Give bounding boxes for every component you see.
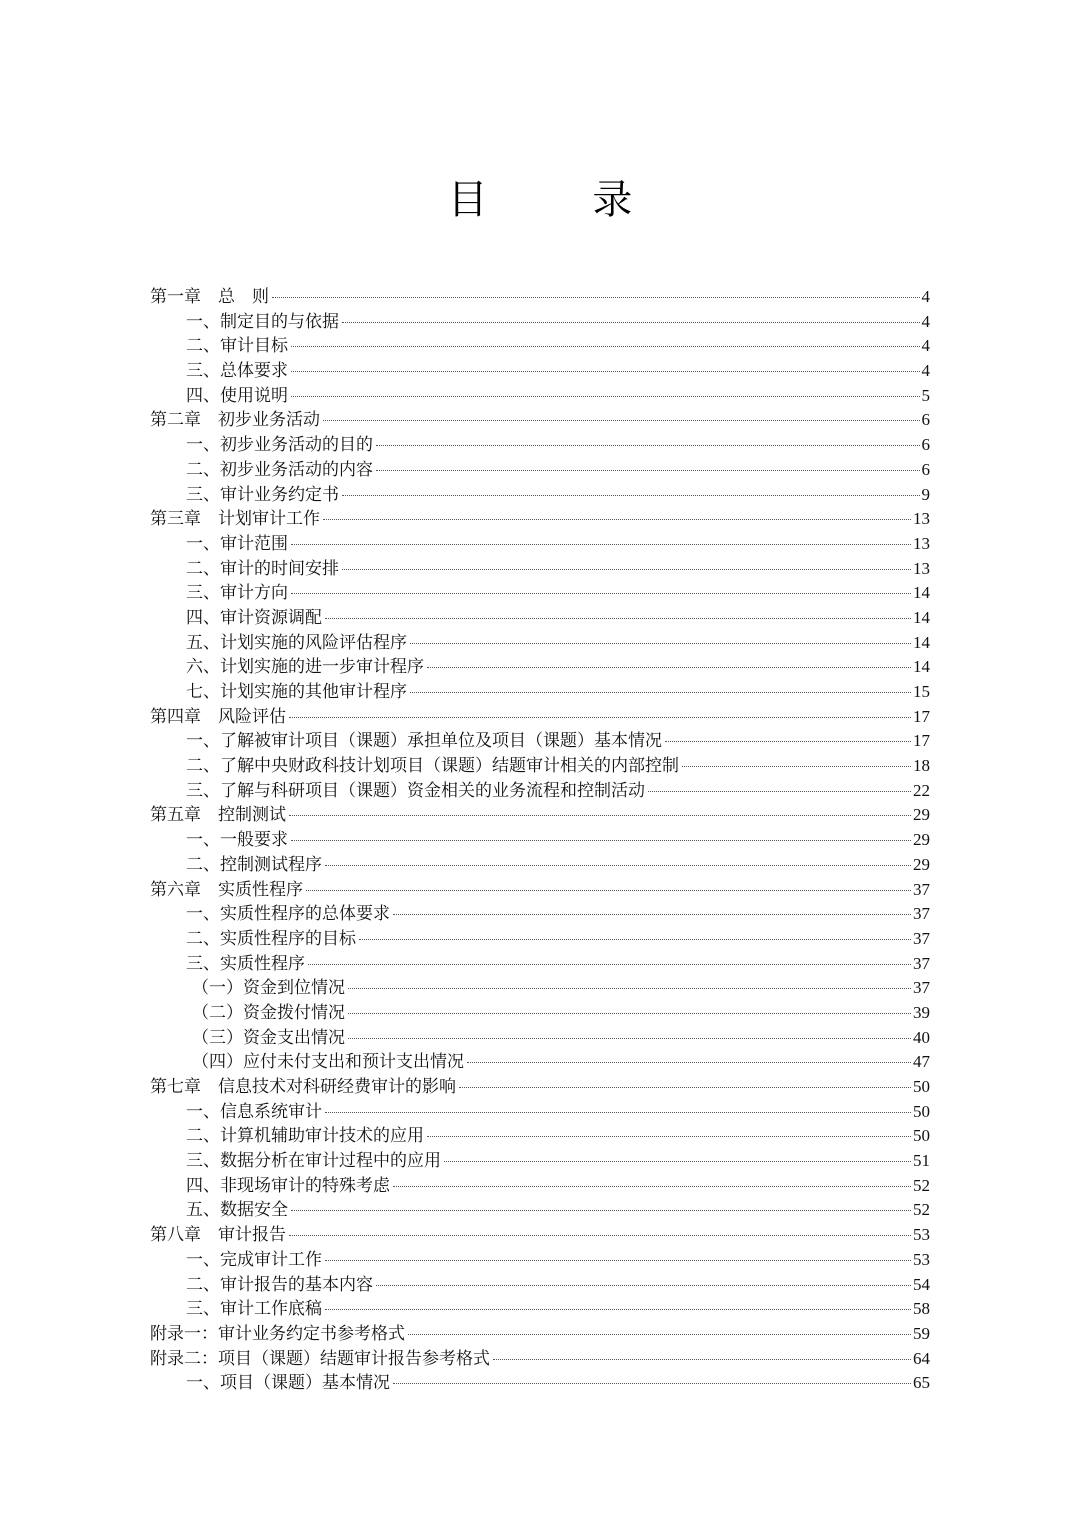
toc-entry-label: 第八章 审计报告 bbox=[150, 1225, 286, 1246]
toc-entry-label: 二、计算机辅助审计技术的应用 bbox=[186, 1126, 424, 1147]
toc-entry-label: 二、审计报告的基本内容 bbox=[186, 1274, 373, 1295]
toc-section-entry[interactable] bbox=[150, 1297, 930, 1322]
toc-dot-leader bbox=[291, 345, 920, 347]
toc-chapter-entry[interactable] bbox=[150, 408, 930, 433]
toc-page-number: 14 bbox=[913, 607, 930, 627]
toc-entry-label: 一、审计范围 bbox=[186, 533, 288, 554]
toc-dot-leader bbox=[376, 469, 920, 471]
toc-dot-leader bbox=[306, 889, 911, 891]
toc-page-number: 13 bbox=[913, 558, 930, 578]
toc-dot-leader bbox=[325, 1308, 911, 1310]
toc-entry-label: （一）资金到位情况 bbox=[192, 978, 345, 999]
toc-page-number: 37 bbox=[913, 978, 930, 998]
toc-section-entry[interactable] bbox=[150, 359, 930, 384]
toc-entry-label: 第七章 信息技术对科研经费审计的影响 bbox=[150, 1077, 456, 1097]
toc-chapter-entry[interactable] bbox=[150, 507, 930, 532]
toc-section-entry[interactable] bbox=[150, 1273, 930, 1298]
toc-section-entry[interactable] bbox=[150, 384, 930, 409]
toc-dot-leader bbox=[291, 543, 911, 545]
toc-section-entry[interactable] bbox=[150, 927, 930, 952]
toc-section-entry[interactable] bbox=[150, 729, 930, 754]
toc-entry-label: （三）资金支出情况 bbox=[192, 1027, 345, 1048]
toc-page-number: 54 bbox=[913, 1274, 930, 1294]
toc-section-entry[interactable] bbox=[150, 532, 930, 557]
toc-page-number: 50 bbox=[913, 1126, 930, 1146]
toc-dot-leader bbox=[325, 1111, 911, 1113]
toc-entry-label: 三、总体要求 bbox=[186, 361, 288, 382]
toc-entry-label: 一、信息系统审计 bbox=[186, 1101, 322, 1122]
toc-dot-leader bbox=[291, 395, 920, 397]
toc-entry-label: （二）资金拨付情况 bbox=[192, 1002, 345, 1023]
toc-chapter-entry[interactable] bbox=[150, 285, 930, 310]
toc-page-number: 37 bbox=[913, 879, 930, 899]
toc-page-number: 6 bbox=[921, 459, 930, 479]
toc-section-entry[interactable] bbox=[150, 754, 930, 779]
toc-section-entry[interactable] bbox=[150, 310, 930, 335]
toc-section-entry[interactable] bbox=[150, 655, 930, 680]
toc-page-number: 53 bbox=[913, 1225, 930, 1245]
toc-section-entry[interactable] bbox=[150, 902, 930, 927]
toc-dot-leader bbox=[289, 814, 911, 816]
toc-page-number: 13 bbox=[913, 509, 930, 529]
toc-entry-label: 一、了解被审计项目（课题）承担单位及项目（课题）基本情况 bbox=[186, 731, 662, 752]
page-title: 目 录 bbox=[447, 177, 679, 223]
toc-page-number: 52 bbox=[913, 1175, 930, 1195]
toc-entry-label: 第五章 控制测试 bbox=[150, 805, 286, 826]
toc-entry-label: 第三章 计划审计工作 bbox=[150, 509, 320, 530]
toc-section-entry[interactable] bbox=[150, 631, 930, 656]
toc-page-number: 6 bbox=[921, 410, 930, 430]
toc-dot-leader bbox=[323, 518, 911, 520]
toc-page-number: 59 bbox=[913, 1323, 930, 1343]
toc-section-entry[interactable] bbox=[150, 458, 930, 483]
table-of-contents bbox=[150, 285, 930, 1396]
toc-dot-leader bbox=[342, 568, 911, 570]
toc-dot-leader bbox=[291, 1209, 911, 1211]
toc-dot-leader bbox=[393, 1382, 911, 1384]
toc-entry-label: 二、审计的时间安排 bbox=[186, 558, 339, 579]
toc-dot-leader bbox=[376, 444, 920, 446]
toc-entry-label: 附录二：项目（课题）结题审计报告参考格式 bbox=[150, 1348, 490, 1369]
toc-entry-label: 一、完成审计工作 bbox=[186, 1249, 322, 1270]
toc-page-number: 50 bbox=[913, 1101, 930, 1121]
toc-page-number: 40 bbox=[913, 1027, 930, 1047]
toc-entry-label: （四）应付未付支出和预计支出情况 bbox=[192, 1052, 464, 1073]
toc-entry-label: 五、数据安全 bbox=[186, 1200, 288, 1221]
toc-entry-label: 二、了解中央财政科技计划项目（课题）结题审计相关的内部控制 bbox=[186, 756, 679, 777]
toc-entry-label: 五、计划实施的风险评估程序 bbox=[186, 632, 407, 653]
toc-page-number: 65 bbox=[913, 1373, 930, 1393]
toc-page-number: 29 bbox=[913, 830, 930, 850]
toc-page-number: 4 bbox=[921, 361, 930, 381]
toc-dot-leader bbox=[393, 1185, 911, 1187]
toc-section-entry[interactable] bbox=[150, 1174, 930, 1199]
toc-page-number: 64 bbox=[913, 1348, 930, 1368]
toc-chapter-entry[interactable] bbox=[150, 705, 930, 730]
toc-entry-label: 七、计划实施的其他审计程序 bbox=[186, 682, 407, 702]
toc-section-entry[interactable] bbox=[150, 1026, 930, 1051]
toc-entry-label: 第二章 初步业务活动 bbox=[150, 410, 320, 431]
toc-section-entry[interactable] bbox=[150, 976, 930, 1001]
toc-entry-label: 二、初步业务活动的内容 bbox=[186, 459, 373, 480]
toc-dot-leader bbox=[325, 1259, 911, 1261]
toc-section-entry[interactable] bbox=[150, 334, 930, 359]
toc-section-entry[interactable] bbox=[150, 853, 930, 878]
toc-entry-label: 三、审计工作底稿 bbox=[186, 1299, 322, 1320]
toc-section-entry[interactable] bbox=[150, 1371, 930, 1396]
toc-dot-leader bbox=[291, 839, 911, 841]
toc-dot-leader bbox=[348, 1037, 911, 1039]
toc-dot-leader bbox=[665, 740, 911, 742]
toc-section-entry[interactable] bbox=[150, 1001, 930, 1026]
toc-section-entry[interactable] bbox=[150, 581, 930, 606]
toc-page-number: 4 bbox=[921, 287, 930, 306]
toc-dot-leader bbox=[467, 1061, 911, 1063]
toc-entry-label: 四、非现场审计的特殊考虑 bbox=[186, 1175, 390, 1196]
toc-page-number: 22 bbox=[913, 780, 930, 800]
toc-dot-leader bbox=[291, 370, 920, 372]
toc-section-entry[interactable] bbox=[150, 1100, 930, 1125]
toc-entry-label: 一、制定目的与依据 bbox=[186, 311, 339, 332]
toc-entry-label: 第六章 实质性程序 bbox=[150, 879, 303, 900]
toc-page-number: 53 bbox=[913, 1249, 930, 1269]
toc-entry-label: 二、控制测试程序 bbox=[186, 854, 322, 875]
toc-dot-leader bbox=[682, 765, 911, 767]
toc-section-entry[interactable] bbox=[150, 1149, 930, 1174]
toc-dot-leader bbox=[289, 1234, 911, 1236]
toc-entry-label: 附录一：审计业务约定书参考格式 bbox=[150, 1323, 405, 1344]
toc-dot-leader bbox=[427, 1135, 911, 1137]
toc-page-number: 51 bbox=[913, 1151, 930, 1171]
toc-entry-label: 第四章 风险评估 bbox=[150, 706, 286, 727]
toc-dot-leader bbox=[393, 913, 911, 915]
toc-entry-label: 三、审计方向 bbox=[186, 583, 288, 604]
toc-dot-leader bbox=[648, 790, 911, 792]
toc-section-entry[interactable] bbox=[150, 433, 930, 458]
toc-page-number: 14 bbox=[913, 583, 930, 603]
toc-section-entry[interactable] bbox=[150, 1124, 930, 1149]
toc-page-number: 14 bbox=[913, 632, 930, 652]
toc-section-entry[interactable] bbox=[150, 1248, 930, 1273]
toc-dot-leader bbox=[427, 666, 911, 668]
toc-page-number: 4 bbox=[921, 336, 930, 356]
toc-page-number: 52 bbox=[913, 1200, 930, 1220]
toc-entry-label: 二、实质性程序的目标 bbox=[186, 928, 356, 949]
toc-entry-label: 三、审计业务约定书 bbox=[186, 484, 339, 505]
toc-dot-leader bbox=[289, 716, 911, 718]
toc-entry-label: 第一章 总 则 bbox=[150, 287, 269, 307]
toc-chapter-entry[interactable] bbox=[150, 1075, 930, 1100]
toc-dot-leader bbox=[291, 592, 911, 594]
toc-dot-leader bbox=[493, 1358, 911, 1360]
toc-section-entry[interactable] bbox=[150, 779, 930, 804]
toc-page-number: 39 bbox=[913, 1002, 930, 1022]
toc-page-number: 37 bbox=[913, 928, 930, 948]
toc-page-number: 37 bbox=[913, 953, 930, 973]
toc-page-number: 15 bbox=[913, 682, 930, 701]
toc-page-number: 37 bbox=[913, 904, 930, 924]
toc-entry-label: 四、审计资源调配 bbox=[186, 607, 322, 628]
toc-dot-leader bbox=[376, 1284, 911, 1286]
toc-page-number: 17 bbox=[913, 731, 930, 751]
toc-entry-label: 一、一般要求 bbox=[186, 830, 288, 851]
toc-dot-leader bbox=[359, 938, 911, 940]
toc-dot-leader bbox=[408, 1333, 911, 1335]
toc-entry-label: 三、数据分析在审计过程中的应用 bbox=[186, 1151, 441, 1172]
toc-entry-label: 一、初步业务活动的目的 bbox=[186, 435, 373, 456]
toc-entry-label: 三、了解与科研项目（课题）资金相关的业务流程和控制活动 bbox=[186, 780, 645, 801]
toc-section-entry[interactable] bbox=[150, 952, 930, 977]
toc-page-number: 5 bbox=[921, 385, 930, 405]
toc-entry-label: 三、实质性程序 bbox=[186, 953, 305, 974]
toc-chapter-entry[interactable] bbox=[150, 878, 930, 903]
toc-page-number: 18 bbox=[913, 756, 930, 776]
toc-dot-leader bbox=[308, 963, 911, 965]
toc-dot-leader bbox=[272, 296, 920, 298]
toc-dot-leader bbox=[348, 1012, 911, 1014]
toc-section-entry[interactable] bbox=[150, 1198, 930, 1223]
toc-dot-leader bbox=[444, 1160, 911, 1162]
toc-section-entry[interactable] bbox=[150, 828, 930, 853]
toc-dot-leader bbox=[410, 691, 911, 693]
toc-page-number: 4 bbox=[921, 311, 930, 331]
toc-dot-leader bbox=[459, 1086, 911, 1088]
toc-entry-label: 二、审计目标 bbox=[186, 336, 288, 357]
toc-entry-label: 四、使用说明 bbox=[186, 385, 288, 406]
toc-page-number: 29 bbox=[913, 805, 930, 825]
toc-page-number: 17 bbox=[913, 706, 930, 726]
toc-dot-leader bbox=[410, 642, 911, 644]
toc-page-number: 58 bbox=[913, 1299, 930, 1319]
toc-dot-leader bbox=[348, 987, 911, 989]
toc-page-number: 13 bbox=[913, 533, 930, 553]
toc-page-number: 50 bbox=[913, 1077, 930, 1096]
toc-section-entry[interactable] bbox=[150, 680, 930, 705]
toc-section-entry[interactable] bbox=[150, 1050, 930, 1075]
toc-chapter-entry[interactable] bbox=[150, 1347, 930, 1372]
toc-page-number: 6 bbox=[921, 435, 930, 455]
toc-entry-label: 一、实质性程序的总体要求 bbox=[186, 904, 390, 925]
toc-dot-leader bbox=[342, 321, 920, 323]
toc-entry-label: 六、计划实施的进一步审计程序 bbox=[186, 657, 424, 678]
toc-section-entry[interactable] bbox=[150, 606, 930, 631]
toc-chapter-entry[interactable] bbox=[150, 803, 930, 828]
toc-page-number: 47 bbox=[913, 1052, 930, 1072]
toc-page-number: 9 bbox=[921, 484, 930, 504]
toc-page-number: 14 bbox=[913, 657, 930, 677]
toc-dot-leader bbox=[323, 419, 920, 421]
toc-dot-leader bbox=[342, 494, 920, 496]
toc-chapter-entry[interactable] bbox=[150, 1223, 930, 1248]
toc-section-entry[interactable] bbox=[150, 557, 930, 582]
toc-dot-leader bbox=[325, 617, 911, 619]
toc-entry-label: 一、项目（课题）基本情况 bbox=[186, 1373, 390, 1394]
toc-dot-leader bbox=[325, 864, 911, 866]
toc-section-entry[interactable] bbox=[150, 483, 930, 508]
toc-page-number: 29 bbox=[913, 854, 930, 874]
toc-chapter-entry[interactable] bbox=[150, 1322, 930, 1347]
